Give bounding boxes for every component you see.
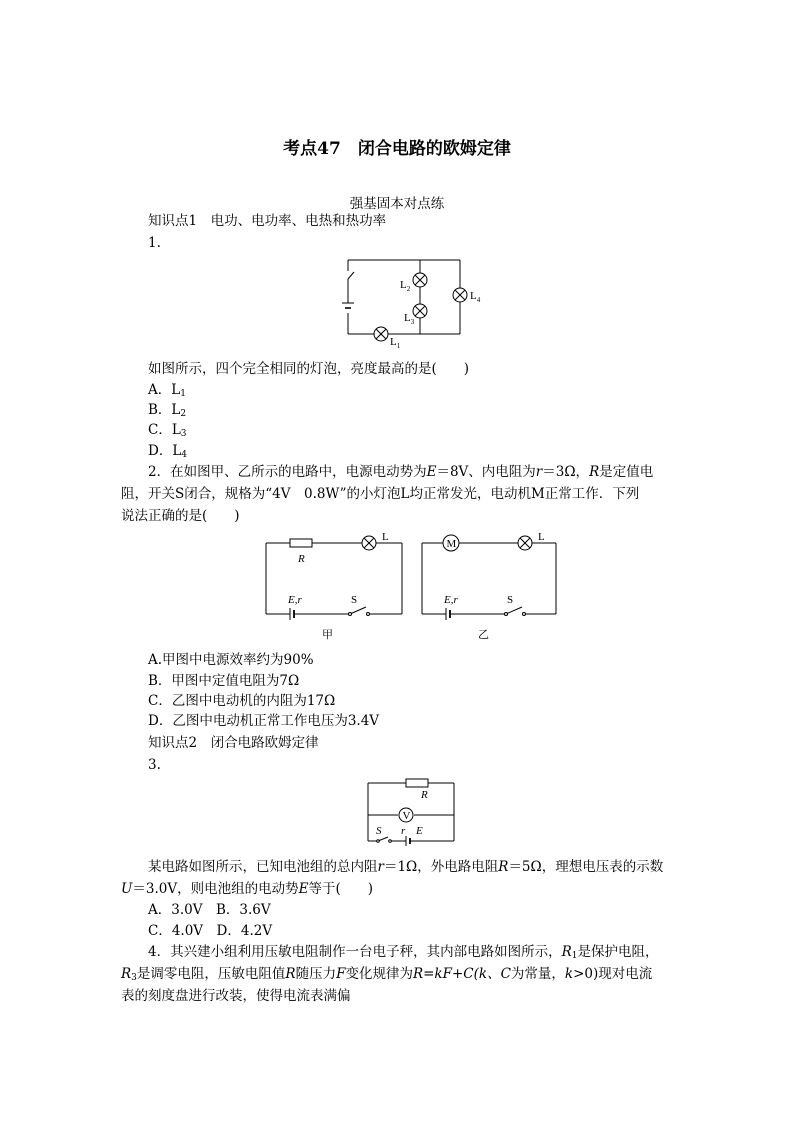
q4-line-2: $R_3$是调零电阻，压敏电阻值R随压力F变化规律为R=kF+C(k、C为常量，k>0)现对电流 bbox=[121, 966, 653, 983]
q4-line-3: 表的刻度盘进行改装，使得电流表满偏 bbox=[121, 988, 351, 1004]
q3-options-row-2: C．4.0V D．4.2V bbox=[148, 923, 273, 939]
svg-text:R: R bbox=[298, 553, 305, 565]
q2-option-c: C．乙图中电动机的内阻为17Ω bbox=[148, 693, 336, 709]
svg-text:L1: $L_1$ bbox=[390, 336, 401, 350]
svg-text:V: V bbox=[402, 810, 411, 822]
svg-text:L4: $L_4$ bbox=[470, 290, 481, 304]
knowledge-point-2: 知识点2 闭合电路欧姆定律 bbox=[148, 735, 319, 751]
lamp-L2 bbox=[413, 273, 427, 287]
switch-S bbox=[506, 607, 522, 614]
q1-number: 1. bbox=[148, 235, 161, 251]
svg-text:R: R bbox=[421, 789, 428, 801]
page-title: 考点47 闭合电路的欧姆定律 bbox=[283, 139, 511, 159]
q2-option-b: B．甲图中定值电阻为7Ω bbox=[148, 673, 300, 689]
q3-options-row-1: A．3.0V B．3.6V bbox=[148, 902, 271, 918]
svg-text:E,r: E,r bbox=[444, 594, 458, 606]
section-heading: 强基固本对点练 bbox=[349, 196, 445, 212]
q2-option-d: D．乙图中电动机正常工作电压为3.4V bbox=[148, 713, 380, 729]
svg-text:E,r: E,r bbox=[288, 594, 302, 606]
lamp-L4 bbox=[453, 288, 467, 302]
svg-text:S: S bbox=[507, 594, 514, 606]
svg-text:乙: 乙 bbox=[478, 629, 489, 641]
q3-number: 3. bbox=[148, 757, 161, 773]
q1-option-c: C．$L_3$ bbox=[148, 422, 187, 439]
svg-text:E: E bbox=[416, 825, 423, 837]
q1-option-d: D．$L_4$ bbox=[148, 443, 188, 460]
q3-line-1: 某电路如图所示，已知电池组的总内阻r＝1Ω，外电路电阻R＝5Ω，理想电压表的示数 bbox=[148, 859, 664, 875]
q3-line-2: U＝3.0V，则电池组的电动势E等于( ) bbox=[121, 881, 374, 897]
resistor-R bbox=[406, 779, 428, 787]
svg-text:S: S bbox=[376, 825, 382, 837]
svg-text:L2: $L_2$ bbox=[400, 279, 411, 293]
lamp-L bbox=[362, 536, 376, 550]
svg-text:甲: 甲 bbox=[322, 629, 333, 641]
q1-option-b: B．$L_2$ bbox=[148, 402, 187, 419]
q1-stem: 如图所示，四个完全相同的灯泡，亮度最高的是( ) bbox=[148, 361, 470, 377]
svg-text:M: M bbox=[446, 538, 457, 550]
lamp-L3 bbox=[413, 304, 427, 318]
knowledge-point-1: 知识点1 电功、电功率、电热和热功率 bbox=[148, 213, 387, 229]
q4-line-1: 4．其兴建小组利用压敏电阻制作一台电子秤，其内部电路如图所示，$R_1$是保护电阻， bbox=[148, 944, 659, 961]
lamp-L1 bbox=[374, 327, 388, 341]
switch-S bbox=[350, 607, 366, 614]
lamp-L bbox=[518, 536, 532, 550]
q2-line-3: 说法正确的是( ) bbox=[121, 508, 240, 524]
svg-text:L3: $L_3$ bbox=[404, 312, 415, 326]
svg-text:L: L bbox=[538, 531, 545, 543]
q2-figure-right bbox=[418, 530, 568, 645]
q3-circuit-figure bbox=[360, 775, 460, 850]
resistor-R bbox=[290, 539, 312, 547]
q2-option-a: A.甲图中电源效率约为90% bbox=[148, 652, 314, 668]
svg-text:r: r bbox=[401, 825, 406, 837]
svg-text:L: L bbox=[382, 531, 389, 543]
q2-line-2: 阻，开关S闭合，规格为“4V 0.8W”的小灯泡L均正常发光，电动机M正常工作．下列 bbox=[121, 486, 640, 502]
q2-figure-left bbox=[262, 530, 412, 645]
svg-text:S: S bbox=[351, 594, 358, 606]
q2-line-1: 2．在如图甲、乙所示的电路中，电源电动势为E＝8V、内电阻为r＝3Ω，R是定值电 bbox=[148, 464, 654, 480]
q1-circuit-figure bbox=[336, 255, 481, 350]
q1-option-a: A．$L_1$ bbox=[148, 382, 186, 399]
